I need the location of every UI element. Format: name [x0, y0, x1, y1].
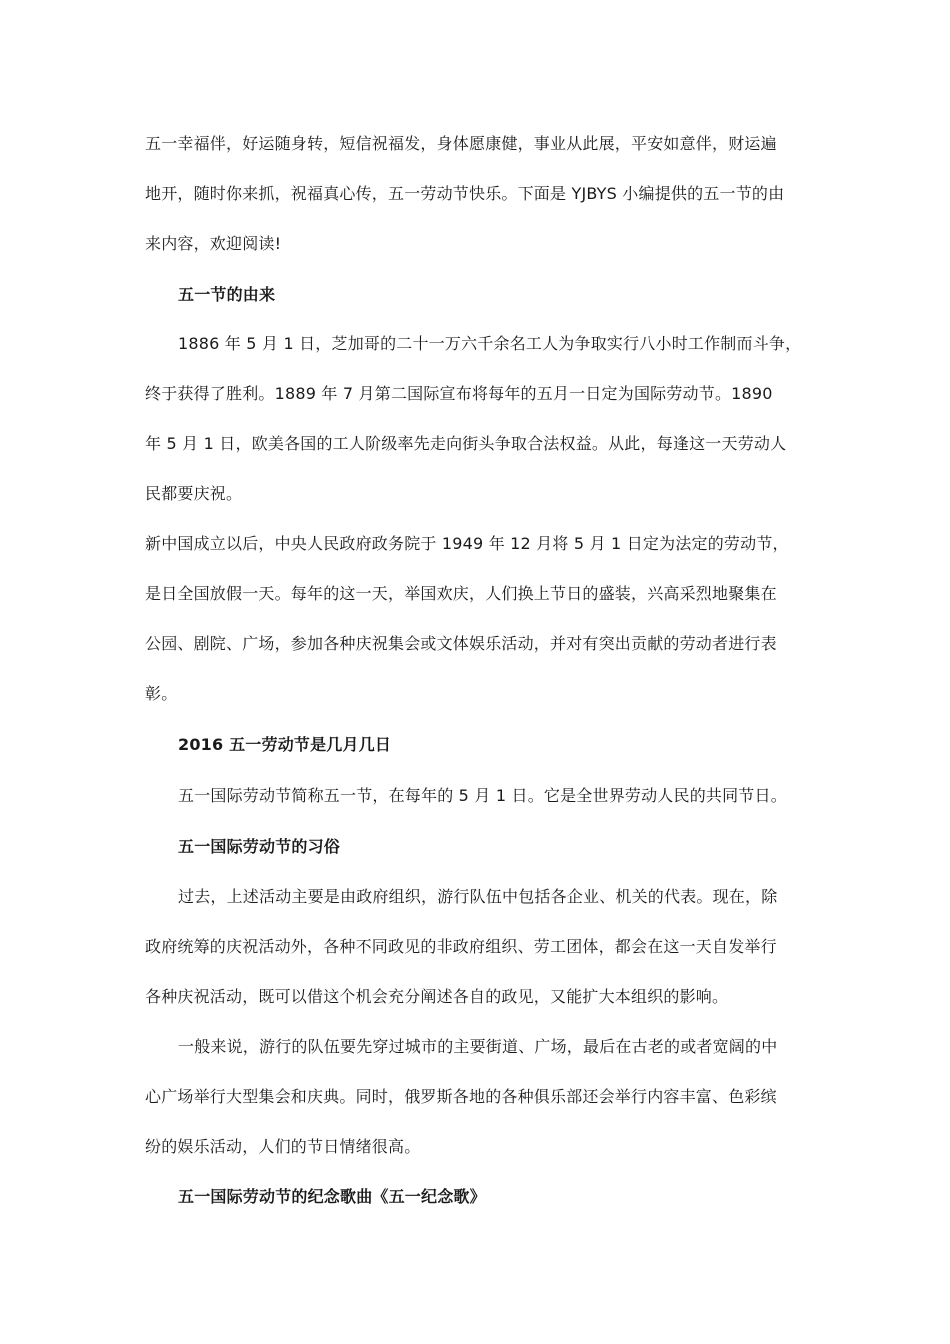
section-heading-customs: 五一国际劳动节的习俗: [178, 837, 341, 856]
origin-p2-line-1: 新中国成立以后，中央人民政府政务院于 1949 年 12 月将 5 月 1 日定为法定的劳动节，: [145, 534, 789, 553]
customs-p2-line-3: 纷的娱乐活动，人们的节日情绪很高。: [145, 1137, 421, 1156]
origin-p1-line-1: 1886 年 5 月 1 日，芝加哥的二十一万六千余名工人为争取实行八小时工作制而斗争，: [178, 334, 802, 353]
origin-p1-line-4: 民都要庆祝。: [145, 484, 243, 503]
intro-line-2: 地开，随时你来抓，祝福真心传，五一劳动节快乐。下面是 YJBYS 小编提供的五一节的由: [145, 184, 785, 203]
origin-p2-line-4: 彰。: [145, 684, 178, 703]
origin-p1-line-2: 终于获得了胜利。1889 年 7 月第二国际宣布将每年的五月一日定为国际劳动节。1890: [145, 384, 773, 403]
customs-p2-line-1: 一般来说，游行的队伍要先穿过城市的主要街道、广场，最后在古老的或者宽阔的中: [178, 1037, 778, 1056]
origin-p2-line-2: 是日全国放假一天。每年的这一天，举国欢庆，人们换上节日的盛装，兴高采烈地聚集在: [145, 584, 777, 603]
intro-line-3: 来内容，欢迎阅读!: [145, 234, 282, 253]
customs-p1-line-2: 政府统筹的庆祝活动外，各种不同政见的非政府组织、劳工团体，都会在这一天自发举行: [145, 937, 777, 956]
customs-p1-line-3: 各种庆祝活动，既可以借这个机会充分阐述各自的政见，又能扩大本组织的影响。: [145, 987, 729, 1006]
intro-line-1: 五一幸福伴，好运随身转，短信祝福发，身体愿康健，事业从此展，平安如意伴，财运遍: [145, 134, 777, 153]
origin-p1-line-3: 年 5 月 1 日，欧美各国的工人阶级率先走向街头争取合法权益。从此，每逢这一天劳动人: [145, 434, 787, 453]
section-heading-date: 2016 五一劳动节是几月几日: [178, 735, 392, 754]
section-heading-origin: 五一节的由来: [178, 285, 276, 304]
section-heading-song: 五一国际劳动节的纪念歌曲《五一纪念歌》: [178, 1187, 486, 1206]
customs-p2-line-2: 心广场举行大型集会和庆典。同时，俄罗斯各地的各种俱乐部还会举行内容丰富、色彩缤: [145, 1087, 777, 1106]
customs-p1-line-1: 过去，上述活动主要是由政府组织，游行队伍中包括各企业、机关的代表。现在，除: [178, 887, 778, 906]
date-p-line-1: 五一国际劳动节简称五一节，在每年的 5 月 1 日。它是全世界劳动人民的共同节日。: [178, 786, 787, 805]
origin-p2-line-3: 公园、剧院、广场，参加各种庆祝集会或文体娱乐活动，并对有突出贡献的劳动者进行表: [145, 634, 777, 653]
